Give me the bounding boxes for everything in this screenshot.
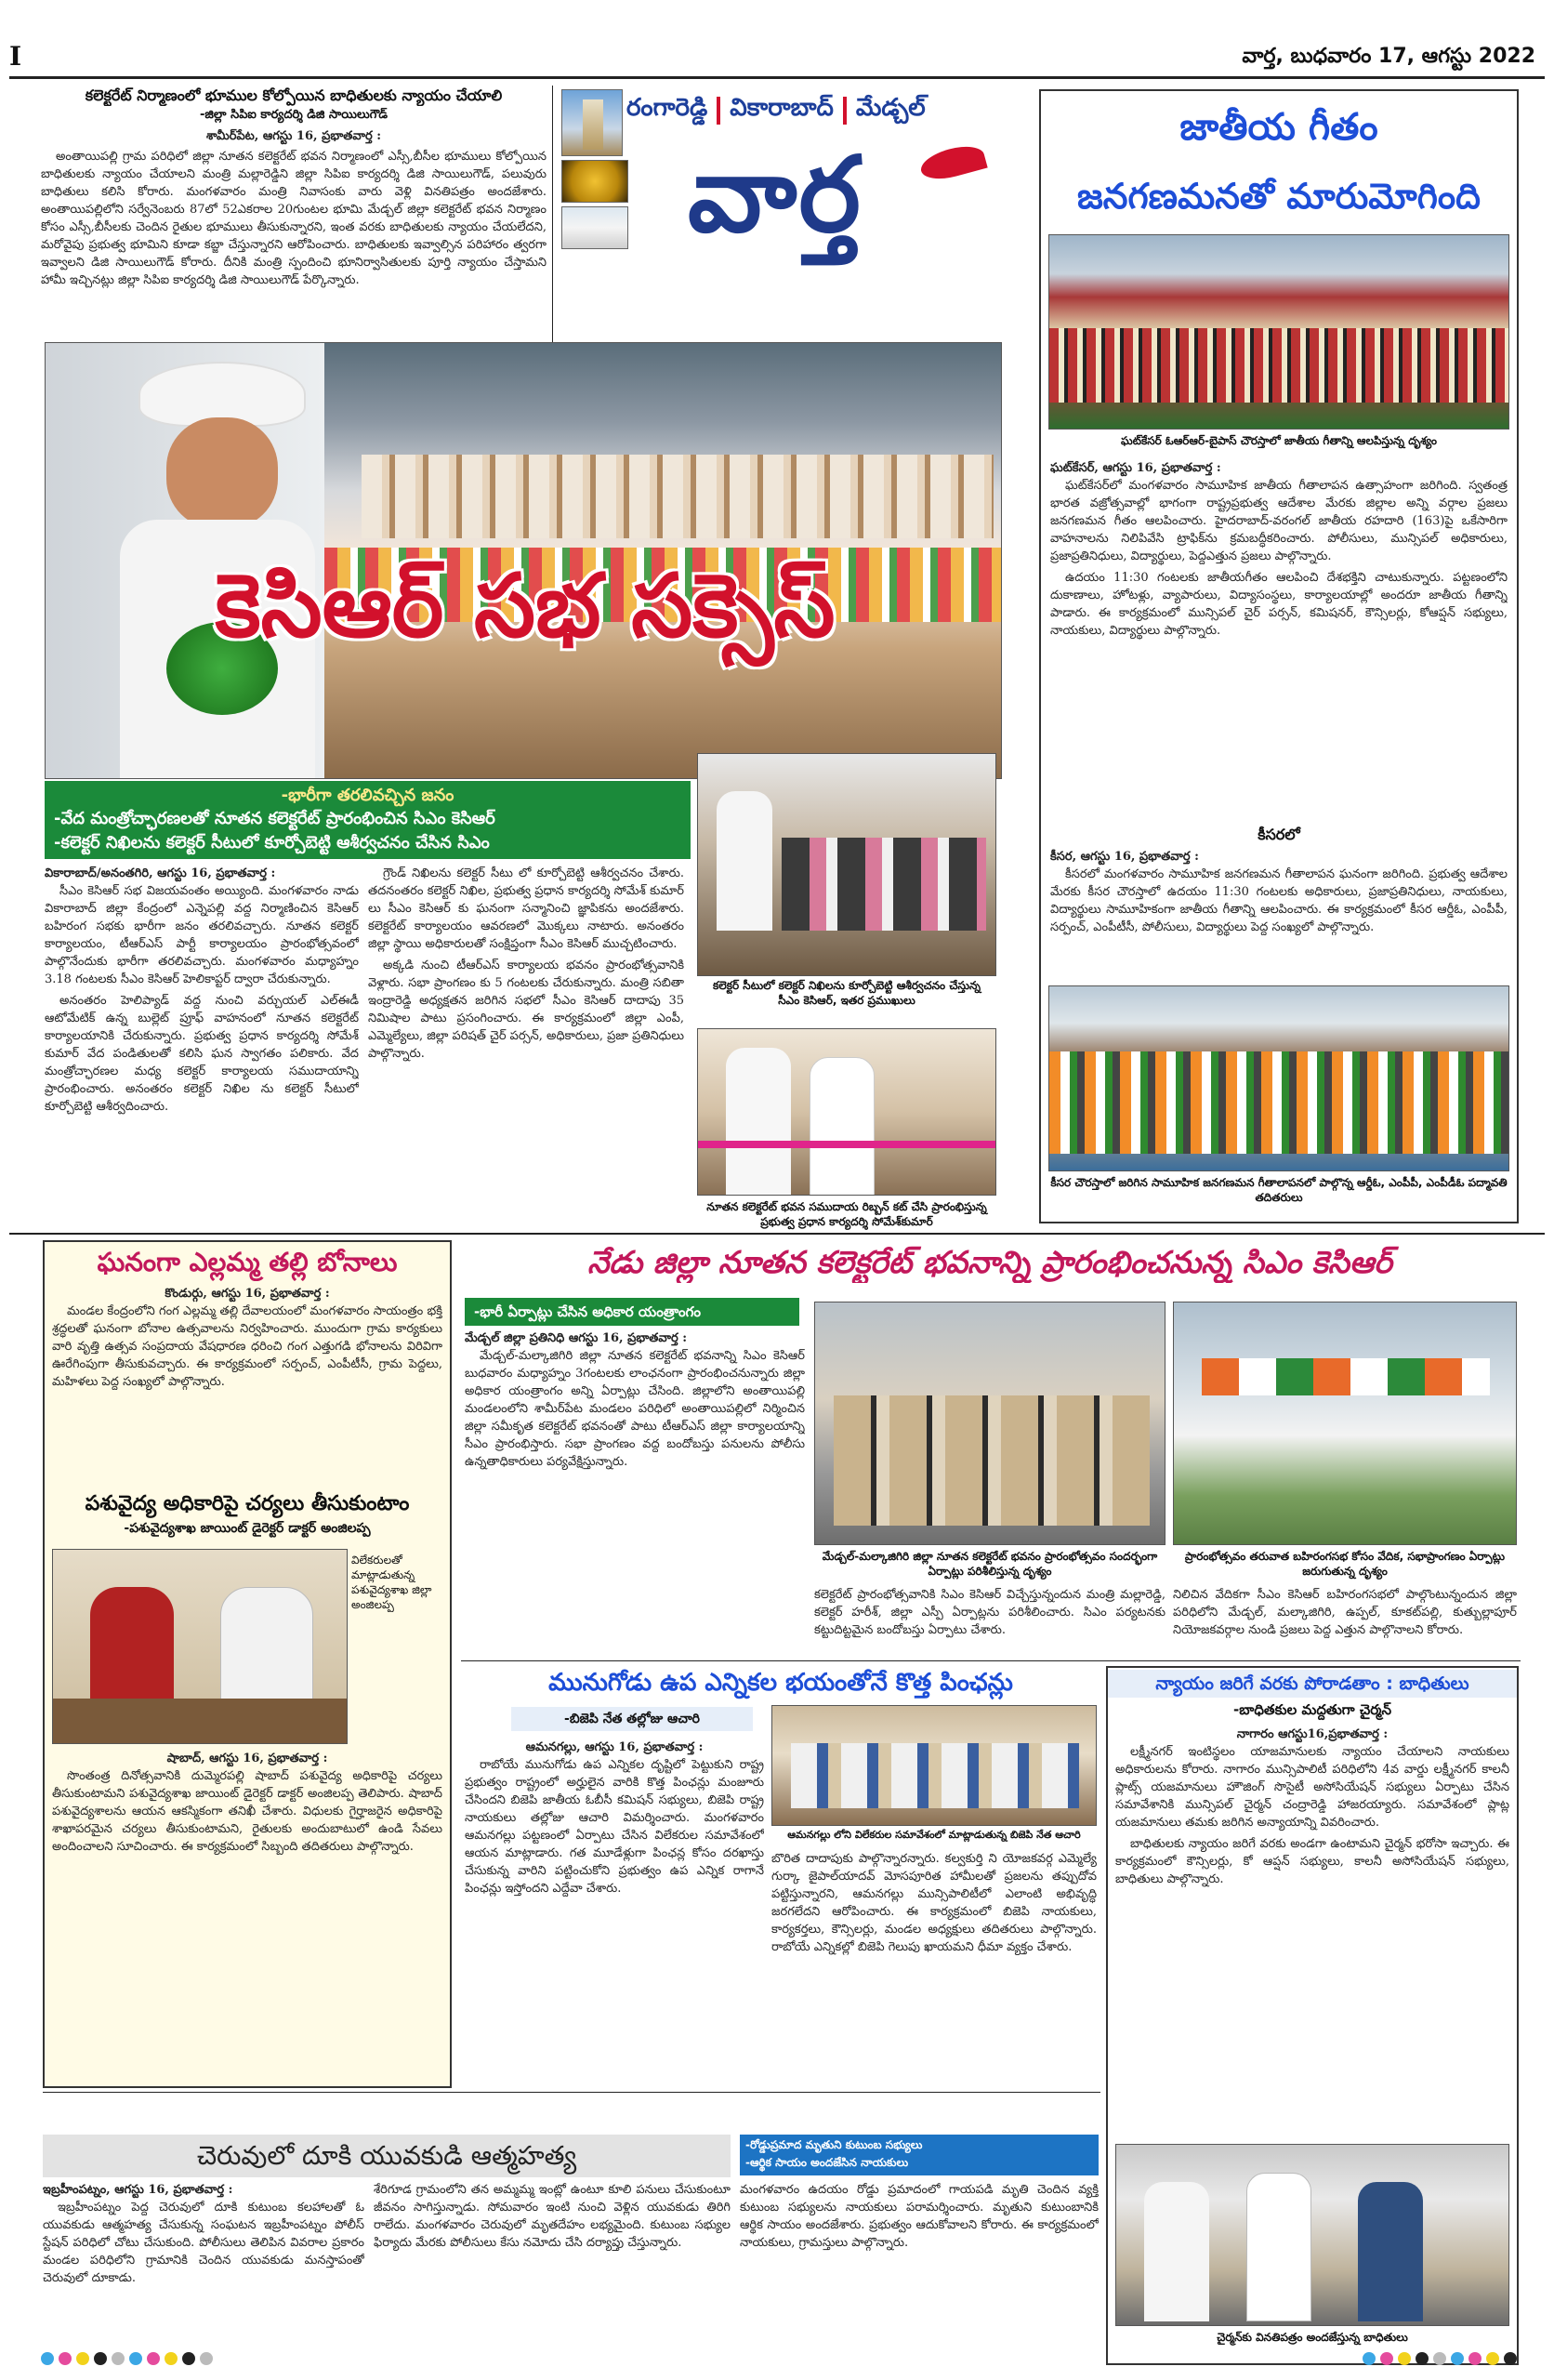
dateline: వార్త, బుధవారం 17, ఆగస్టు 2022 xyxy=(1242,45,1535,68)
color-dot xyxy=(165,2352,178,2365)
suicide-side-head: -రోడ్డుప్రమాద మృతుని కుటుంబ సభ్యులు xyxy=(745,2138,923,2151)
lead-highlights xyxy=(45,781,691,859)
justice-paragraph: బాధితులకు న్యాయం జరిగే వరకు అండగా ఉంటామని చైర్మన్ భరోసా ఇచ్చారు. ఈ కార్యక్రమంలో కౌన్సిలర్లు, కో ఆప్షన్ సభ్యులు, కాలనీ అసోసియేషన్ సభ్యులు, బాధితులు పాల్గొన్నారు. xyxy=(1115,1837,1509,1886)
color-dot xyxy=(1433,2352,1446,2365)
lead-paragraph: అనంతరం హెలిప్యాడ్ వద్ద నుంచి వర్చుయల్ ఎల్ఈడీ ఆటోమేటిక్ ఉన్న బుల్లెట్ ప్రూఫ్ వాహనంలో నూతన కలెక్టరేట్ కార్యాలయానికి చేరుకున్నారు. ప్రభుత్వ ప్రధాన కార్యదర్శి సోమేశ్ కుమార్ వేద పండితులతో కలిసి ఘన స్వాగతం పలికారు. వేద మంత్రోచ్ఛారణల మధ్య కలెక్టర్ కార్యాలయ సముదాయాన్ని ప్రారంభించారు. అనంతరం కలెక్టర్ నిఖిల ను కలెక్టర్ సీటులో కూర్చోబెట్టి ఆశీర్వదించారు. xyxy=(45,994,359,1114)
lead-banner: కెసిఆర్ సభ సక్సెస్ xyxy=(215,556,836,657)
color-dot xyxy=(1380,2352,1393,2365)
justice-subhead: -బాధితకుల మద్దతుగా చైర్మన్ xyxy=(1233,1701,1391,1718)
color-dot xyxy=(1486,2352,1499,2365)
collectorate-photo-2-caption: ప్రారంభోత్సవం తరువాత బహిరంగసభ కోసం వేదిక, సభాప్రాంగణం ఏర్పాట్లు జరుగుతున్న దృశ్యం xyxy=(1184,1550,1506,1578)
anthem-photo-2-caption: కీసర చౌరస్తాలో జరిగిన సామూహిక జనగణమన గీతాలాపనలో పాల్గొన్న ఆర్డీఓ, ఎంపీపీ, ఎంపీడీఓ పద్మావతి తదితరులు xyxy=(1050,1176,1508,1204)
masthead-logo: వార్త xyxy=(688,135,863,256)
story-land xyxy=(41,86,547,355)
bonalu-paragraph: మండల కేంద్రంలోని గంగ ఎల్లమ్మ తల్లి దేవాలయంలో మంగళవారం సాయంత్రం భక్తి శ్రద్ధలతో ఘనంగా బోనాల ఉత్సవాలను నిర్వహించారు. ముందుగా గ్రామ కార్యకులు వారి వృత్తి ఉత్సవ సంప్రదాయ వేషధారణ ధరించి గంగ ఎత్తుగడి భోనాలను విరివిగా ఊరేగింపుగా తీసుకువచ్చారు. ఈ కార్యక్రమంలో సర్పంచ్, ఎంపీటీసీ, గ్రామ పెద్దలు, మహిళలు పెద్ద సంఖ్యలో పాల్గొన్నారు. xyxy=(52,1304,442,1389)
color-dot xyxy=(129,2352,142,2365)
munugode-col-2: బొరిత దాదాపుకు పాల్గొన్నారన్నారు. కల్వకుర్తి ని యోజకవర్గ ఎమ్మెల్యే గుర్కా జైపాల్‌యాదవ్ మోసపూరిత హామీలతో ప్రజలను తప్పుదోవ పట్టిస్తున్నారని, ఆమనగల్లు మున్సిపాలిటీలో ఎలాంటి అభివృద్ధి జరగలేదని ఆరోపించారు. ఈ కార్యక్రమంలో బిజెపి నాయకులు, కార్యకర్తలు, కౌన్సిలర్లు, మండల అధ్యక్షులు తదితరులు పాల్గొన్నారు. రాబోయే ఎన్నికల్లో బిజెపి గెలుపు ఖాయమని ధీమా వ్యక్తం చేశారు. xyxy=(771,1852,1097,1954)
justice-headline: న్యాయం జరిగే వరకు పోరాడతాం : బాధితులు xyxy=(1108,1670,1517,1698)
suicide-paragraph: ఇబ్రహీంపట్నం పెద్ద చెరువులో దూకి కుటుంబ కలహాలతో ఓ యువకుడు ఆత్మహత్య చేసుకున్న సంఘటన ఇబ్రహీంపట్నం పోలీస్ స్టేషన్ పరిధిలో చోటు చేసుకుంది. పోలీసులు తెలిపిన వివరాల ప్రకారం మండల పరిధిలోని గ్రామానికి చెందిన యువకుడు మనస్తాపంతో చెరువులో దూకాడు. xyxy=(43,2201,364,2285)
suicide-side-box xyxy=(740,2135,1099,2175)
justice-dateline: నాగారం ఆగస్టు16,ప్రభాతవార్త : xyxy=(1236,1727,1389,1741)
color-dot xyxy=(94,2352,107,2365)
color-dot xyxy=(59,2352,72,2365)
story-headline: కలెక్టరేట్ నిర్మాణంలో భూముల కోల్పోయిన బాధితులకు న్యాయం చేయాలి xyxy=(85,86,503,104)
collectorate-subhead: -భారీ ఏర్పాట్లు చేసిన అధికార యంత్రాంగం xyxy=(465,1298,799,1326)
keesara-paragraph: కీసరలో మంగళవారం సామూహిక జనగణమన గీతాలాపన ఘనంగా జరిగింది. ప్రభుత్వ ఆదేశాల మేరకు కీసర చౌరస్తాలో ఉదయం 11:30 గంటలకు అధికారులు, ప్రజాప్రతినిధులు, నాయకులు, విద్యార్థులు సామూహికంగా జాతీయ గీతాన్ని ఆలపించారు. ఈ కార్యక్రమంలో కీసర ఆర్డీఓ, ఎంపీపీ, సర్పంచ్, ఎంపీటీసీ, పోలీసులు, విద్యార్థులు పెద్ద సంఖ్యలో పాల్గొన్నారు. xyxy=(1050,867,1508,934)
color-dot xyxy=(1363,2352,1376,2365)
color-dot xyxy=(1416,2352,1429,2365)
idol-photo xyxy=(561,160,628,203)
bonalu-dateline: కొండుర్గు, ఆగస్టు 16, ప్రభాతవార్త : xyxy=(165,1287,330,1301)
anthem-photo-2 xyxy=(1048,985,1509,1171)
highlight-1: -భారీగా తరలివచ్చిన జనం xyxy=(281,786,454,805)
munugode-photo xyxy=(771,1705,1097,1826)
highlight-3: -కలెక్టర్ నిఖిలను కలెక్టర్ సీటులో కూర్చోబెట్టి ఆశీర్వచనం చేసిన సిఎం xyxy=(54,833,490,853)
anthem-dateline: ఘట్‌కేసర్, ఆగస్టు 16, ప్రభాతవార్త : xyxy=(1050,461,1221,475)
munugode-subhead: -బిజెపి నేత తల్లోజు ఆచారి xyxy=(511,1707,753,1731)
building-photo xyxy=(561,206,628,249)
color-dot xyxy=(41,2352,54,2365)
lead-col-2 xyxy=(368,865,684,1199)
color-dot xyxy=(1468,2352,1482,2365)
collectorate-photo-1-caption: మేడ్చల్-మల్కాజిగిరి జిల్లా నూతన కలెక్టరేట్ భవనం ప్రారంభోత్సవం సందర్భంగా ఏర్పాట్లు పరిశీలిస్తున్న దృశ్యం xyxy=(822,1550,1158,1578)
justice-body xyxy=(1115,1726,1509,2135)
collectorate-paragraph: మేడ్చల్-మల్కాజిగిరి జిల్లా నూతన కలెక్టరేట్ భవనాన్ని సిఎం కెసిఆర్ బుధవారం మధ్యాహ్నం 3గంటలకు లాంఛనంగా ప్రారంభించనున్నారు జిల్లా అధికార యంత్రాంగం అన్ని ఏర్పాట్లు చేసింది. జిల్లాలోని అంతాయిపల్లి మండలంలోని శామీర్‌పేట మండలం పరిధిలో అంతాయిపల్లిలో నిర్మించిన జిల్లా సమీకృత కలెక్టరేట్ భవనంతో పాటు టీఆర్ఎస్ జిల్లా కార్యాలయాన్ని సీఎం ప్రారంభిస్తారు. సభా ప్రాంగణం వద్ద బందోబస్తు పనులను పోలీసు ఉన్నతాధికారులు పర్యవేక్షిస్తున్నారు. xyxy=(465,1349,805,1469)
munugode-photo-caption: ఆమనగల్లు లోని విలేకరుల సమావేశంలో మాట్లాడుతున్న బిజెపి నేత ఆచారి xyxy=(787,1829,1081,1841)
munugode-paragraph: రాబోయే మునుగోడు ఉప ఎన్నికల దృష్టిలో పెట్టుకుని రాష్ట్ర ప్రభుత్వం రాష్ట్రంలో అర్హులైన వారికి కొత్త పింఛన్లు మంజూరు చేసిందని బిజెపి జాతీయ ఓబీసీ కమిషన్ సభ్యులు, బిజెపి రాష్ట్ర నాయకులు తల్లోజు ఆచారి విమర్శించారు. మంగళవారం ఆమనగల్లు పట్టణంలో ఏర్పాటు చేసిన విలేకరుల సమావేశంలో ఆయన మాట్లాడారు. గత మూడేళ్లుగా పింఛన్ల కోసం దరఖాస్తు చేసుకున్న వారిని పట్టించుకోని ప్రభుత్వం ఉప ఎన్నిక రాగానే పింఛన్లు ఇస్తోందని ఎద్దేవా చేశారు. xyxy=(465,1758,764,1896)
suicide-col-3: మంగళవారం ఉదయం రోడ్డు ప్రమాదంలో గాయపడి మృతి చెందిన వ్యక్తి కుటుంబ సభ్యులను నాయకులు పరామర్శించారు. మృతుని కుటుంబానికి ఆర్థిక సాయం అందజేశారు. ప్రభుత్వం ఆదుకోవాలని కోరారు. ఈ కార్యక్రమంలో నాయకులు, గ్రామస్తులు పాల్గొన్నారు. xyxy=(740,2183,1099,2250)
collectorate-dateline: మేడ్చల్ జిల్లా ప్రతినిధి ఆగస్టు 16, ప్రభాతవార్త : xyxy=(465,1331,688,1345)
color-dot xyxy=(200,2352,213,2365)
munugode-headline: మునుగోడు ఉప ఎన్నికల భయంతోనే కొత్త పింఛన్లు xyxy=(548,1669,1013,1697)
suicide-side-sub: -ఆర్థిక సాయం అందజేసిన నాయకులు xyxy=(745,2156,909,2169)
story-paragraph: అంతాయిపల్లి గ్రామ పరిధిలో జిల్లా నూతన కలెక్టరేట్ భవన నిర్మాణంలో ఎస్సీ,బీసీల భూములు కోల్పోయిన బాధితులకు న్యాయం చేయాలని మంత్రి మల్లారెడ్డిని జిల్లా సిపిఐ కార్యదర్శి డిజి సాయిలుగౌడ్, పలువురు బాధితులు కలిసి కోరారు. మంగళవారం మంత్రి నివాసంకు వారు వెళ్లి వినతిపత్రం అందజేశారు. అంతాయిపల్లిలోని సర్వేనెంబరు 87లో 52ఎకరాల 20గుంటల భూమి మేడ్చల్ జిల్లా కలెక్టరేట్ భవన నిర్మాణం కోసం ఎస్సీ,బీసీలకు చెందిన రైతుల భూములు తీసుకున్నారని, ఇంత వరకు బాధితులకు న్యాయం చేయలేదని, మరోవైపు ప్రభుత్వ భూమిని కూడా కబ్జా చేస్తున్నారని ఆరోపించారు. బాధితులకు ఇవ్వాల్సిన పరిహారం త్వరగా ఇవ్వాలని డిజి సాయిలుగౌడ్ కోరారు. దీనికి మంత్రి స్పందించి భూనిర్వాసితులకు పూర్తి న్యాయం చేస్తామని హామీ ఇచ్చినట్లు జిల్లా సిపిఐ కార్యదర్శి డిజి సాయిలుగౌడ్ పేర్కొన్నారు. xyxy=(41,150,547,287)
vet-paragraph: సొంతంత్ర దినోత్సవానికి దుమ్మెరపల్లి షాబాద్ పశువైద్య అధికారిపై చర్యలు తీసుకుంటామని పశువైద్యశాఖ జాయింట్ డైరెక్టర్ డాక్టర్ అంజిలప్ప తెలిపారు. షాబాద్ పశువైద్యశాలను ఆయన ఆకస్మికంగా తనిఖీ చేశారు. విధులకు గైర్హాజరైన అధికారిపై శాఖాపరమైన చర్యలు తీసుకుంటామని, రైతులకు అందుబాటులో ఉండి సేవలు అందించాలని సూచించారు. ఈ కార్యక్రమంలో సిబ్బంది తదితరులు పాల్గొన్నారు. xyxy=(52,1769,442,1854)
district-medchal: మేడ్చల్ xyxy=(855,94,926,122)
logo-bird-icon xyxy=(917,140,987,184)
page-marker: I xyxy=(9,41,22,72)
bonalu-body xyxy=(52,1285,442,1486)
justice-photo xyxy=(1115,2144,1509,2326)
temple-photo xyxy=(561,89,623,156)
lead-col-1 xyxy=(45,865,359,1199)
bonalu-headline: ఘనంగా ఎల్లమ్మ తల్లి బోనాలు xyxy=(97,1247,398,1277)
highlight-2: -వేద మంత్రోచ్ఛారణలతో నూతన కలెక్టరేట్ ప్రారంభించిన సిఎం కెసిఆర్ xyxy=(54,809,495,828)
collectorate-photo-1 xyxy=(814,1302,1166,1545)
collectorate-photo-2 xyxy=(1173,1302,1517,1545)
anthem-title-1: జాతీయ గీతం xyxy=(1179,106,1378,149)
collector-seat-caption: కలెక్టర్ సీటులో కలెక్టర్ నిఖిలను కూర్చోబెట్టి ఆశీర్వచనం చేస్తున్న సీఎం కెసిఆర్, ఇతర ప్రముఖులు xyxy=(712,979,981,1007)
vet-photo-caption: విలేకరులతో మాట్లాడుతున్న పశువైద్యశాఖ జిల్లా అంజిలప్ప xyxy=(351,1554,432,1611)
lead-paragraph: అక్కడి నుంచి టీఆర్ఎస్ కార్యాలయ భవనం ప్రారంభోత్సవానికి వెళ్లారు. సభా ప్రాంగణం కు 5 గంటలకు చేరుకున్నారు. మంత్రి సబితా ఇంద్రారెడ్డి అధ్యక్షతన జరిగిన సభలో సీఎం కెసిఆర్ దాదాపు 35 నిమిషాల పాటు ప్రసంగించారు. ఈ కార్యక్రమంలో జిల్లా ఎంపీ, ఎమ్మెల్యేలు, జిల్లా పరిషత్ చైర్ పర్సన్, అధికారులు, ప్రజా ప్రతినిధులు పాల్గొన్నారు. xyxy=(368,959,684,1061)
district-rangareddy: రంగారెడ్డి xyxy=(626,94,708,122)
collectorate-col-right: నిలిచిన వేదికగా సీఎం కెసిఆర్ బహిరంగసభలో పాల్గొంటున్నందున జిల్లా పరిధిలోని మేడ్చల్, మల్కాజిగిరి, ఉప్పల్, కూకట్‌పల్లి, కుత్బుల్లాపూర్ నియోజకవర్గాల నుండి ప్రజలు పెద్ద ఎత్తున పాల్గొనాలని కోరారు. xyxy=(1173,1588,1517,1637)
keesara-subhead: కీసరలో xyxy=(1258,826,1300,843)
vet-photo xyxy=(52,1549,348,1744)
munugode-col-1 xyxy=(465,1739,764,2079)
color-dot xyxy=(147,2352,160,2365)
district-bar xyxy=(626,91,1015,130)
vet-body xyxy=(52,1750,442,2084)
suicide-col-2: శేరిగూడ గ్రామంలోని తన అమ్మమ్మ ఇంట్లో ఉంటూ కూలి పనులు చేసుకుంటూ జీవనం సాగిస్తున్నాడు. సోమవారం ఇంటి నుంచి వెళ్లిన యువకుడు తిరిగి రాలేదు. మంగళవారం చెరువులో మృతదేహం లభ్యమైంది. కుటుంబ సభ్యుల ఫిర్యాదు మేరకు పోలీసులు కేసు నమోదు చేసి దర్యాప్తు చేస్తున్నారు. xyxy=(374,2183,731,2250)
vet-headline: పశువైద్య అధికారిపై చర్యలు తీసుకుంటాం xyxy=(85,1492,410,1515)
collector-seat-photo xyxy=(697,753,996,976)
vet-subhead: -పశువైద్యశాఖ జాయింట్ డైరెక్టర్ డాక్టర్ అంజిలప్ప xyxy=(124,1521,371,1536)
color-dot xyxy=(1451,2352,1464,2365)
color-dot xyxy=(182,2352,195,2365)
anthem-photo-1-caption: ఘట్‌కేసర్ ఓఆర్ఆర్-బైపాస్ చౌరస్తాలో జాతీయ గీతాన్ని ఆలపిస్తున్న దృశ్యం xyxy=(1121,434,1437,447)
justice-paragraph: లక్ష్మీనగర్ ఇంటిస్థలం యాజమానులకు న్యాయం చేయాలని నాయకులు అధికారులను కోరారు. నాగారం మున్సిపాలిటీ పరిధిలోని 4వ వార్డు లక్ష్మీనగర్ కాలనీ ప్లాట్స్ యజమానులు హౌజింగ్ సొసైటీ అసోసియేషన్ సభ్యులు ఏర్పాటు చేసిన సమావేశానికి మున్సిపల్ చైర్మన్ చంద్రారెడ్డి హాజరయ్యారు. సమావేశంలో ప్లాట్ల యజమానులు తమకు జరిగిన అన్యాయాన్ని వివరించారు. xyxy=(1115,1745,1509,1830)
suicide-col-1 xyxy=(43,2181,364,2339)
lead-paragraph: గ్రౌండ్ నిఖిలను కలెక్టర్ సీటు లో కూర్చోబెట్టి ఆశీర్వచనం చేశారు. తదనంతరం కలెక్టర్ నిఖిల, ప్రభుత్వ ప్రధాన కార్యదర్శి సోమేశ్ కుమార్ లు సీఎం కెసిఆర్ కు ఘనంగా సన్మానించి జ్ఞాపికను అందజేశారు. కలెక్టరేట్ కార్యాలయం ఆవరణలో మొక్కలు నాటారు. అనంతరం జిల్లా స్థాయి అధికారులతో సంక్షిప్తంగా సీఎం కెసిఆర్ ముచ్చటించారు. xyxy=(368,866,684,951)
footer-registration-left xyxy=(41,2352,217,2365)
lead-dateline: వికారాబాద్/అనంతగిరి, ఆగస్టు 16, ప్రభాతవార్త : xyxy=(45,866,276,880)
district-vikarabad: వికారాబాద్ xyxy=(730,94,834,122)
collectorate-headline: నేడు జిల్లా నూతన కలెక్టరేట్ భవనాన్ని ప్రారంభించనున్న సిఎం కెసిఆర్ xyxy=(587,1244,1392,1280)
collectorate-col-left: కలెక్టరేట్ ప్రారంభోత్సవానికి సిఎం కెసిఆర్ విచ్చేస్తున్నందున మంత్రి మల్లారెడ్డి, కలెక్టర్ హరీశ్, జిల్లా ఎస్పీ ఏర్పాట్లను పరిశీలించారు. సిఎం పర్యటనకు కట్టుదిట్టమైన బందోబస్తు ఏర్పాటు చేశారు. xyxy=(814,1588,1166,1637)
lead-paragraph: సీఎం కెసిఆర్ సభ విజయవంతం అయ్యింది. మంగళవారం నాడు వికారాబాద్ జిల్లా కేంద్రంలో ఎన్నెపల్లి వద్ద నిర్మాణించిన కెసిఆర్ బహిరంగ సభకు భారీగా జనం తరలివచ్చారు. నూతన కలెక్టర్ కార్యాలయం, టీఆర్ఎస్ పార్టీ కార్యాలయం ప్రారంభోత్సవంలో పాల్గొనేందుకు భారీగా తరలివచ్చారు. మంగళవారం మధ్యాహ్నం 3.18 గంటలకు సీఎం కెసిఆర్ హెలికాప్టర్ ద్వారా చేరుకున్నారు. xyxy=(45,884,359,986)
anthem-paragraph: ఉదయం 11:30 గంటలకు జాతీయగీతం ఆలపించి దేశభక్తిని చాటుకున్నారు. పట్టణంలోని దుకాణాలు, హోటళ్లు, వ్యాపారులు, విద్యాసంస్థలు, కార్యాలయాల్లో అందరూ జాతీయ గీతాన్ని పాడారు. ఈ కార్యక్రమంలో మున్సిపల్ చైర్ పర్సన్, కమిషనర్, కౌన్సిలర్లు, కోఆప్షన్ సభ్యులు, నాయకులు, విద్యార్థులు పాల్గొన్నారు. xyxy=(1050,571,1508,638)
ribbon-photo xyxy=(697,1028,996,1196)
ribbon-caption: నూతన కలెక్టరేట్ భవన సముదాయ రిబ్బన్ కట్ చేసి ప్రారంభిస్తున్న ప్రభుత్వ ప్రధాన కార్యదర్శి సోమేశ్‌కుమార్ xyxy=(706,1200,987,1228)
color-dot xyxy=(1398,2352,1411,2365)
color-dot xyxy=(76,2352,89,2365)
munugode-dateline: ఆమనగల్లు, ఆగస్టు 16, ప్రభాతవార్త : xyxy=(525,1740,704,1754)
keesara-body xyxy=(1050,848,1508,978)
suicide-dateline: ఇబ్రహీంపట్నం, ఆగస్టు 16, ప్రభాతవార్త : xyxy=(43,2183,233,2197)
justice-photo-caption: చైర్మన్‌కు వినతిపత్రం అందజేస్తున్న బాధితులు xyxy=(1217,2331,1408,2344)
keesara-dateline: కీసర, ఆగస్టు 16, ప్రభాతవార్త : xyxy=(1050,850,1199,864)
anthem-body xyxy=(1050,459,1508,822)
anthem-photo-1 xyxy=(1048,234,1509,430)
anthem-title-2: జనగణమనతో మారుమోగింది xyxy=(1077,176,1481,217)
story-subhead: -జిల్లా సిపిఐ కార్యదర్శి డిజి సాయిలుగౌడ్ xyxy=(200,108,388,122)
story-dateline: శామీర్‌పేట, ఆగస్టు 16, ప్రభాతవార్త : xyxy=(205,129,382,143)
color-dot xyxy=(112,2352,125,2365)
collectorate-body xyxy=(465,1329,805,1655)
suicide-headline: చెరువులో దూకి యువకుడి ఆత్మహత్య xyxy=(43,2135,731,2177)
footer-registration-right xyxy=(1363,2352,1521,2365)
color-dot xyxy=(1504,2352,1517,2365)
anthem-paragraph: ఘట్‌కేసర్‌లో మంగళవారం సామూహిక జాతీయ గీతాలాపన ఉత్సాహంగా జరిగింది. స్వతంత్ర భారత వజ్రోత్సవాల్లో భాగంగా రాష్ట్రప్రభుత్వ ఆదేశాల మేరకు జిల్లాల అన్ని వర్గాల ప్రజలు జనగణమన గీతం ఆలపించారు. హైదరాబాద్-వరంగల్ జాతీయ రహదారి (163)పై ఒకేసారిగా వాహనాలను నిలిపివేసి ట్రాఫిక్‌ను క్రమబద్ధీకరించారు. పోలీసులు, మున్సిపల్ అధికారులు, ప్రజాప్రతినిధులు, విద్యార్థులు, పెద్దఎత్తున ప్రజలు పాల్గొన్నారు. xyxy=(1050,479,1508,563)
vet-dateline: షాబాద్, ఆగస్టు 16, ప్రభాతవార్త : xyxy=(166,1752,328,1765)
